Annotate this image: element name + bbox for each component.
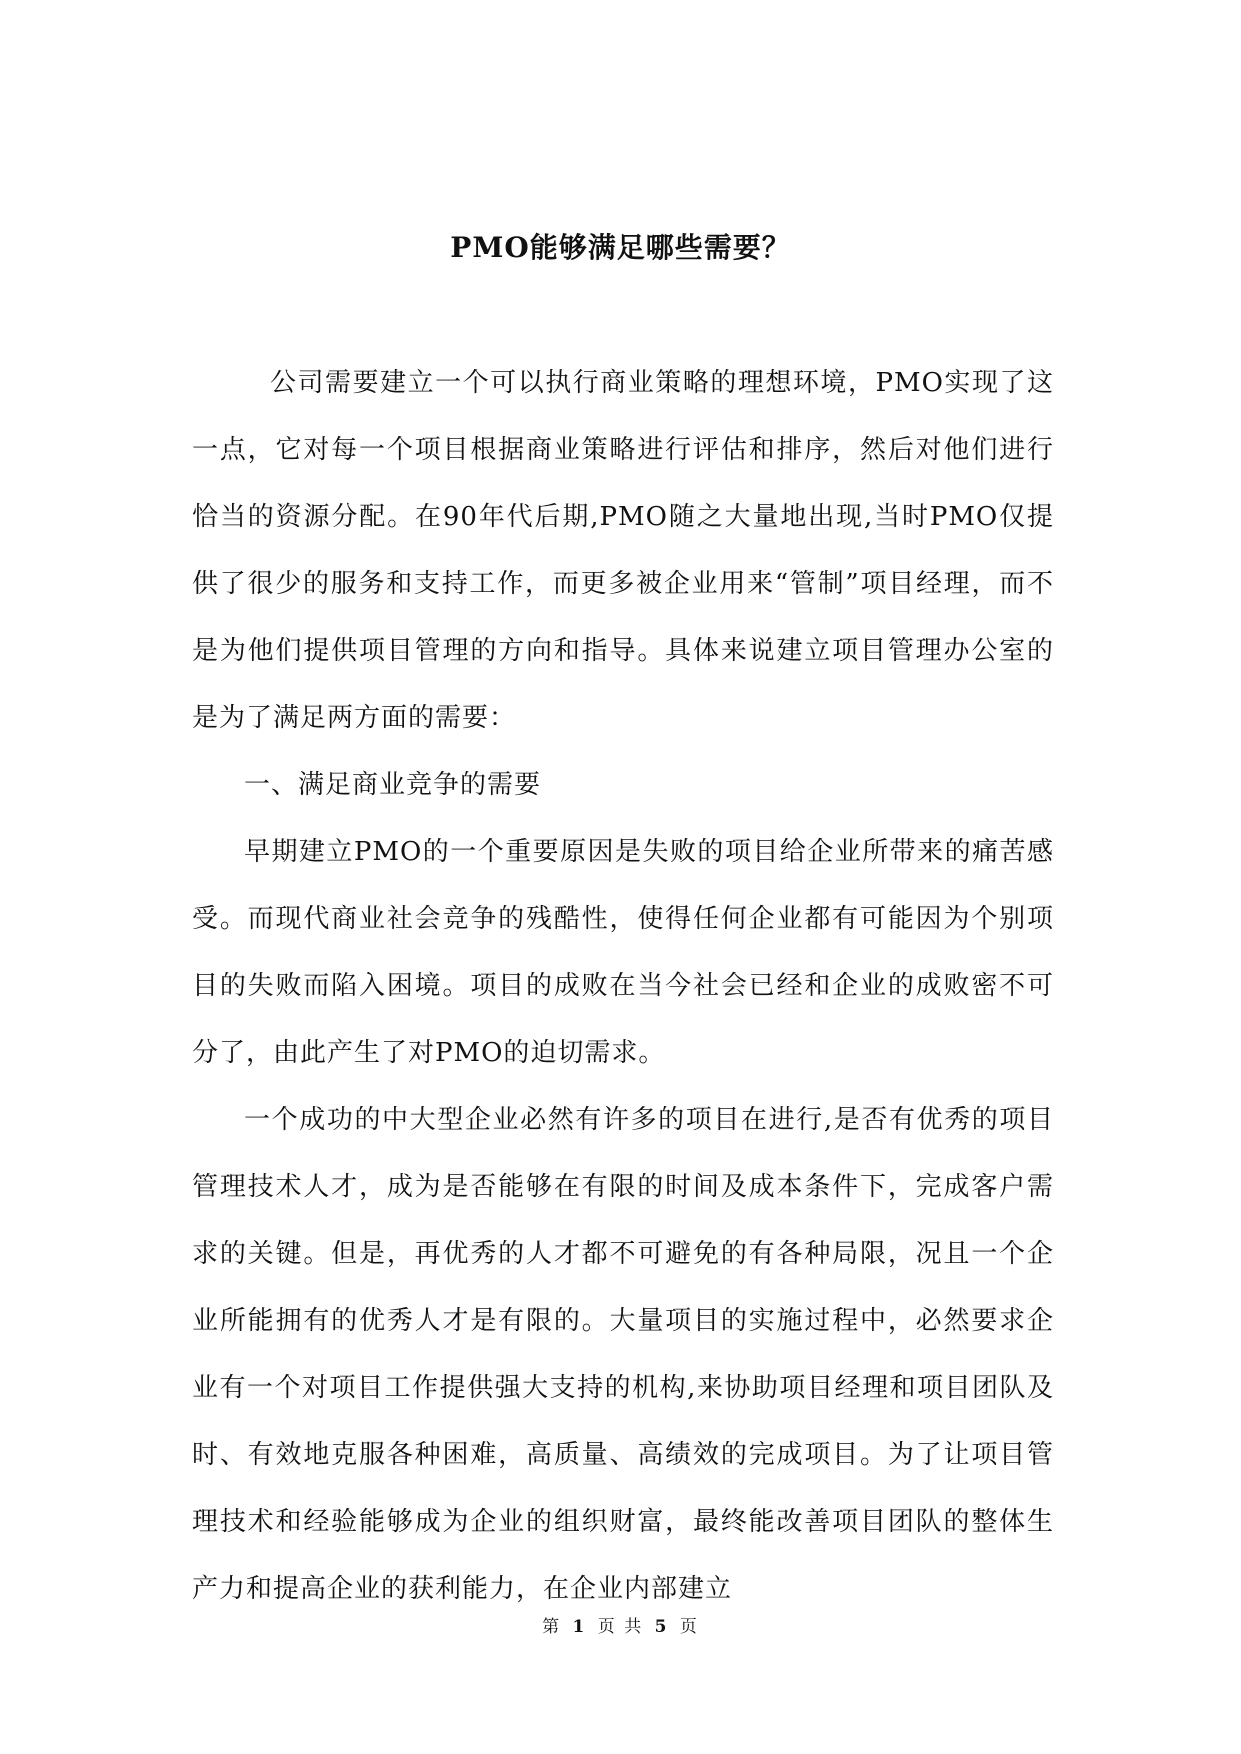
paragraph-successful-enterprise: 一个成功的中大型企业必然有许多的项目在进行,是否有优秀的项目管理技术人才，成为是否能够在有限的时间及成本条件下，完成客户需求的关键。但是，再优秀的人才都不可避免的有各种局限，况且一个企业所能拥有的优秀人才是有限的。大量项目的实施过程中，必然要求企业有一个对项目工作提供强大支持的机构,来协助项目经理和项目团队及时、有效地克服各种困难，高质量、高绩效的完成项目。为了让项目管理技术和经验能够成为企业的组织财富，最终能改善项目团队的整体生产力和提高企业的获利能力，在企业内部建立 bbox=[192, 1105, 1054, 1604]
footer-middle: 页 共 bbox=[597, 1617, 644, 1637]
footer-prefix: 第 bbox=[542, 1617, 562, 1637]
document-title: PMO能够满足哪些需要？ bbox=[450, 231, 791, 264]
document-body bbox=[192, 350, 1054, 1623]
paragraph-intro: 公司需要建立一个可以执行商业策略的理想环境，PMO实现了这一点，它对每一个项目根据商业策略进行评估和排序，然后对他们进行恰当的资源分配。在90年代后期,PMO随之大量地出现,当时PMO仅提供了很少的服务和支持工作，而更多被企业用来“管制”项目经理，而不是为他们提供项目管理的方向和指导。具体来说建立项目管理办公室的是为了满足两方面的需要： bbox=[192, 368, 1054, 733]
current-page-number: 1 bbox=[572, 1617, 587, 1637]
section-heading: 一、满足商业竞争的需要 bbox=[244, 770, 542, 800]
page-footer bbox=[0, 1615, 1241, 1639]
total-pages-number: 5 bbox=[654, 1617, 669, 1637]
footer-suffix: 页 bbox=[679, 1617, 699, 1637]
paragraph-early-pmo: 早期建立PMO的一个重要原因是失败的项目给企业所带来的痛苦感受。而现代商业社会竞争的残酷性，使得任何企业都有可能因为个别项目的失败而陷入困境。项目的成败在当今社会已经和企业的成败密不可分了，由此产生了对PMO的迫切需求。 bbox=[192, 837, 1054, 1068]
